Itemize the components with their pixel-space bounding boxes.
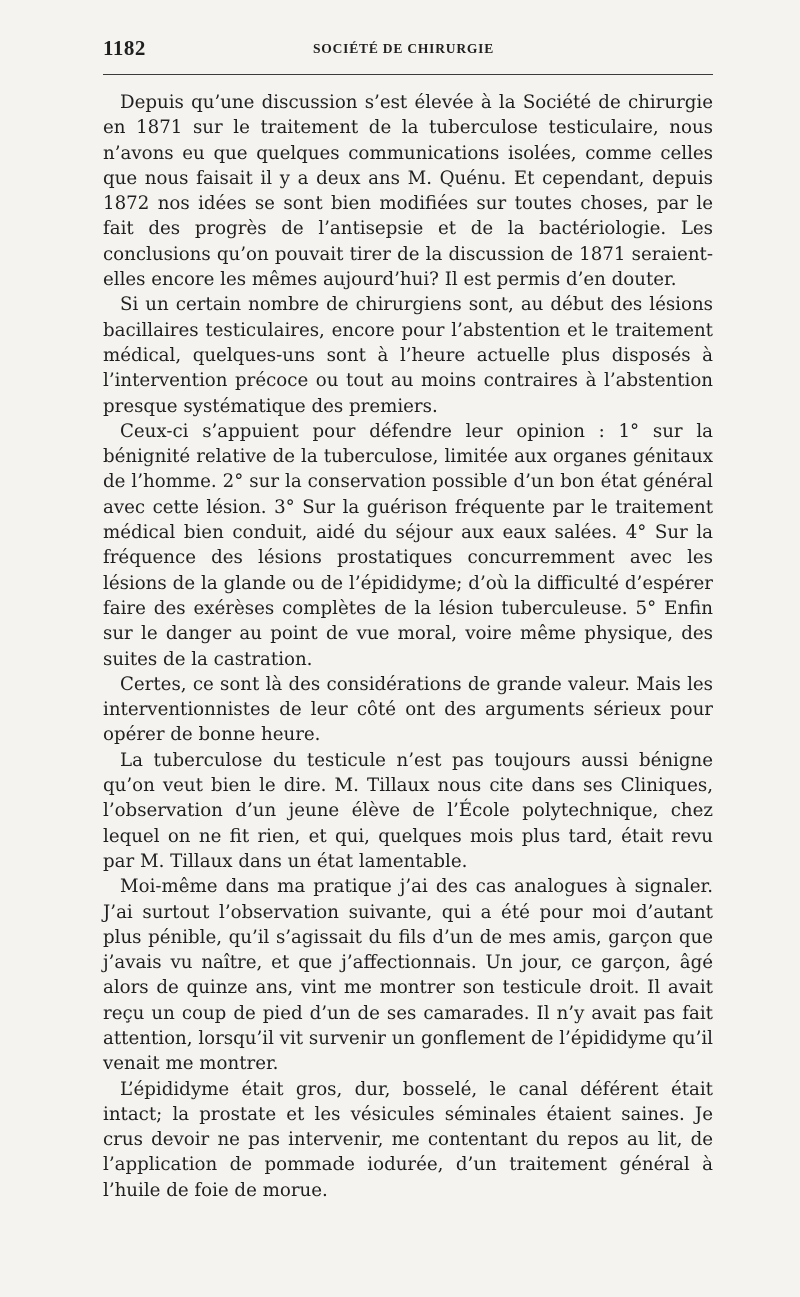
paragraph: Ceux-ci s’appuient pour défendre leur opinion : 1° sur la bénignité relative de la tuberculose, limitée aux organes génitaux de l’homme. 2° sur la conservation possible d’un bon état général avec cette lésion. 3° Sur la guérison fréquente par le traitement médical bien conduit, aidé du séjour aux eaux salées. 4° Sur la fréquence des lésions prostatiques concurremment avec les lésions de la glande ou de l’épididyme; d’où la difficulté d’espérer faire des exérèses complètes de la lésion tuberculeuse. 5° Enfin sur le danger au point de vue moral, voire même physique, des suites de la castration. [103, 420, 713, 670]
paragraph: Si un certain nombre de chirurgiens sont, au début des lésions bacillaires testiculaires, encore pour l’abstention et le traitement médical, quelques-uns sont à l’heure actuelle plus disposés à l’intervention précoce ou tout au moins contraires à l’abstention presque systématique des premiers. [103, 294, 713, 417]
paragraph: Depuis qu’une discussion s’est élevée à la Société de chirurgie en 1871 sur le traitement de la tuberculose testiculaire, nous n’avons eu que quelques communications isolées, comme celles que nous faisait il y a deux ans M. Quénu. Et cependant, depuis 1872 nos idées se sont bien modifiées sur toutes choses, par le fait des progrès de l’antisepsie et de la bactériologie. Les conclusions qu’on pouvait tirer de la discussion de 1871 seraient-elles encore les mêmes aujourd’hui? Il est permis d’en douter. [103, 92, 713, 291]
page-header [103, 36, 713, 66]
page-number: 1182 [103, 36, 146, 60]
paragraph: Moi-même dans ma pratique j’ai des cas analogues à signaler. J’ai surtout l’observation suivante, qui a été pour moi d’autant plus pénible, qu’il s’agissait du fils d’un de mes amis, garçon que j’avais vu naître, et que j’affectionnais. Un jour, ce garçon, âgé alors de quinze ans, vint me montrer son testicule droit. Il avait reçu un coup de pied d’un de ses camarades. Il n’y avait pas fait attention, lorsqu’il vit survenir un gonflement de l’épididyme qu’il venait me montrer. [103, 876, 713, 1075]
paragraph: Certes, ce sont là des considérations de grande valeur. Mais les interventionnistes de leur côté ont des arguments sérieux pour opérer de bonne heure. [103, 673, 713, 746]
paragraph: La tuberculose du testicule n’est pas toujours aussi bénigne qu’on veut bien le dire. M. Tillaux nous cite dans ses Cliniques, l’observation d’un jeune élève de l’École polytechnique, chez lequel on ne fit rien, et qui, quelques mois plus tard, était revu par M. Tillaux dans un état lamentable. [103, 749, 713, 872]
running-title: SOCIÉTÉ DE CHIRURGIE [313, 41, 495, 56]
paragraph: L’épididyme était gros, dur, bosselé, le canal déférent était intact; la prostate et les vésicules séminales étaient saines. Je crus devoir ne pas intervenir, me contentant du repos au lit, de l’application de pommade iodurée, d’un traitement général à l’huile de foie de morue. [103, 1078, 713, 1201]
body-text [103, 90, 713, 1203]
header-rule [103, 74, 713, 75]
